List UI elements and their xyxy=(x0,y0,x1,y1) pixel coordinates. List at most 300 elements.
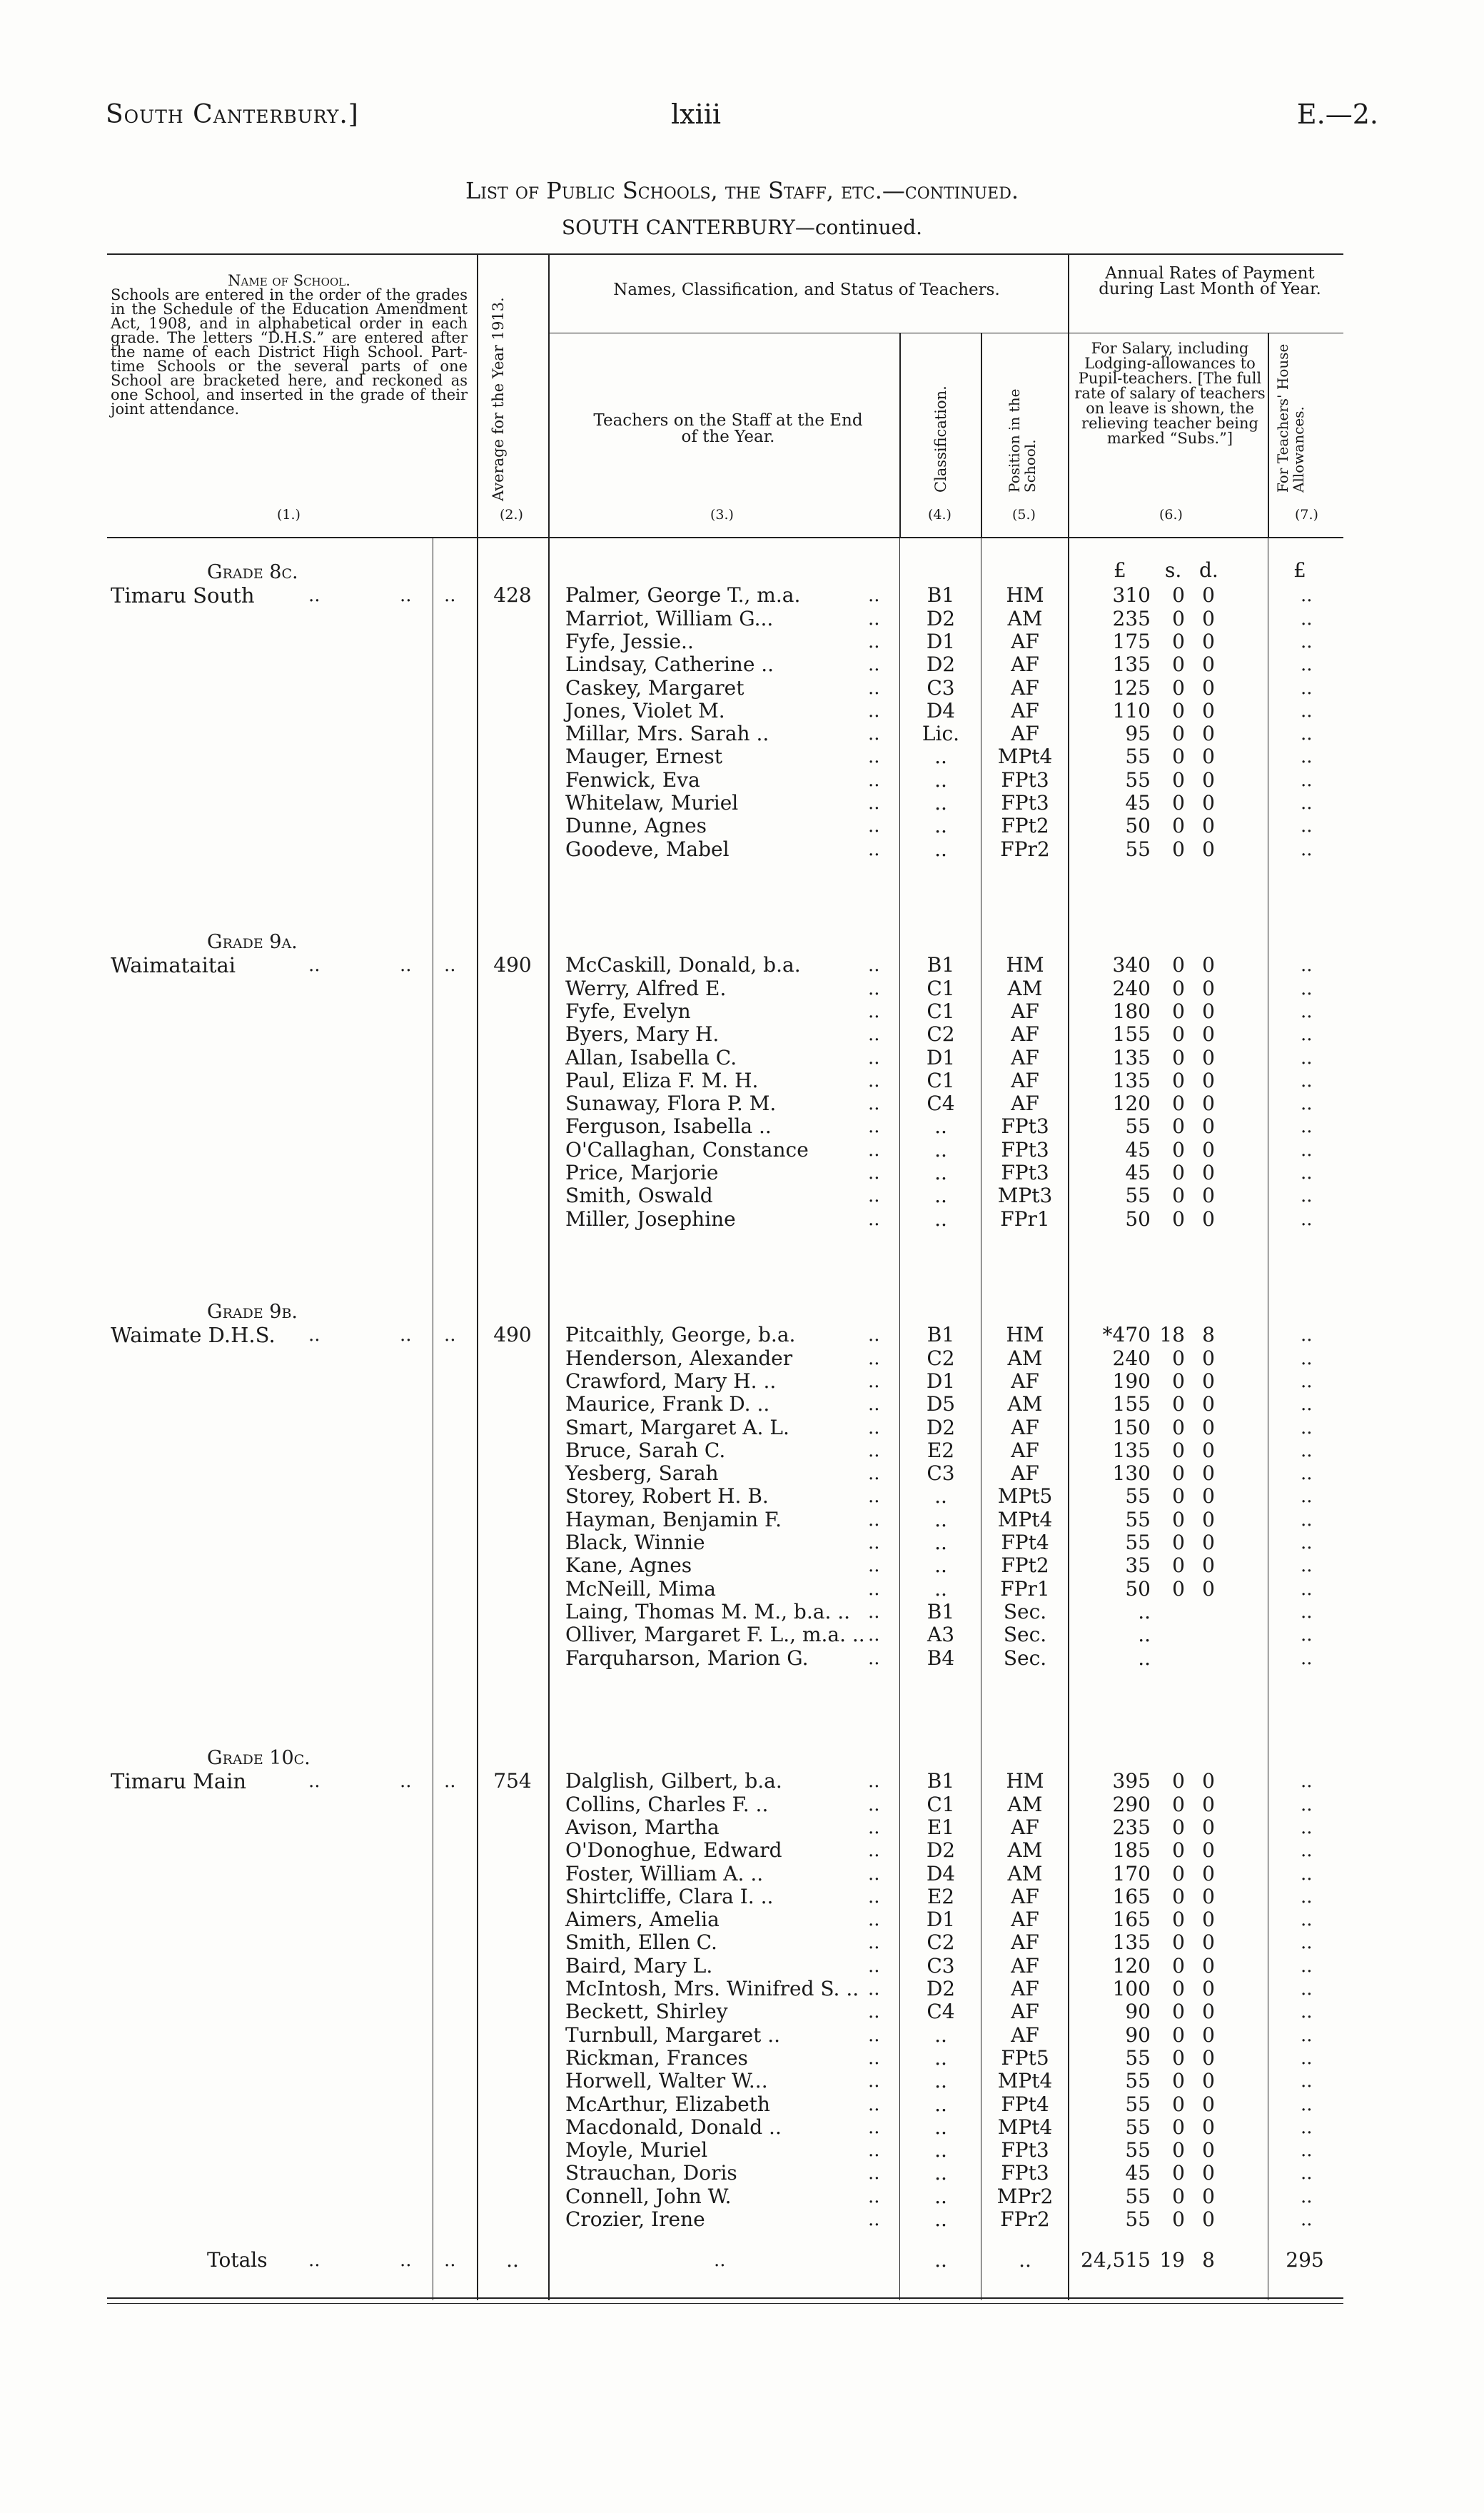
grade-label: Grade 9a. xyxy=(207,931,298,953)
header-divider-1 xyxy=(477,253,478,538)
teacher-name: Connell, John W. xyxy=(565,2184,732,2208)
salary-shillings: 0 xyxy=(1172,2045,1185,2070)
leader-dots: .. xyxy=(308,955,320,977)
leader-dots: .. xyxy=(444,2250,456,2271)
leader-dots: .. xyxy=(444,1771,456,1793)
teacher-classification: D2 xyxy=(926,606,956,630)
teacher-position: AF xyxy=(1011,1022,1039,1047)
teacher-classification: .. xyxy=(934,2161,947,2185)
leader-dots: .. xyxy=(400,585,412,607)
leader-dots: .. xyxy=(308,585,320,607)
salary-pence: 0 xyxy=(1202,1461,1215,1486)
salary-pounds: 35 xyxy=(1125,1553,1151,1578)
salary-pounds: 50 xyxy=(1125,814,1151,838)
school-average: 490 xyxy=(493,953,532,977)
house-allowance-value: .. xyxy=(1301,1439,1313,1461)
house-allowance-value: .. xyxy=(1301,1909,1313,1931)
leader-dots: .. xyxy=(868,1463,880,1485)
salary-shillings: 0 xyxy=(1172,1792,1185,1816)
currency-shillings: s. xyxy=(1165,558,1182,582)
salary-pounds: 55 xyxy=(1125,2184,1151,2208)
salary-pence: 0 xyxy=(1202,814,1215,838)
salary-pounds: 55 xyxy=(1125,1184,1151,1208)
house-allowance-value: .. xyxy=(1301,1416,1313,1439)
teacher-name: Palmer, George T., m.a. xyxy=(565,583,801,608)
teacher-classification: .. xyxy=(934,1114,947,1139)
salary-pence: 0 xyxy=(1202,1484,1215,1509)
salary-pence: 0 xyxy=(1202,999,1215,1023)
teacher-classification: .. xyxy=(934,1207,947,1231)
house-allowance-value: .. xyxy=(1301,838,1313,860)
teacher-classification: .. xyxy=(934,1137,947,1162)
salary-shillings: 0 xyxy=(1172,1461,1185,1486)
teacher-name: Turnbull, Margaret .. xyxy=(565,2023,781,2047)
house-allowance-value: .. xyxy=(1301,792,1313,814)
totals-position: .. xyxy=(1019,2248,1031,2272)
totals-pounds: 24,515 xyxy=(1081,2248,1151,2272)
salary-shillings: 0 xyxy=(1172,791,1185,815)
house-allowance-value: .. xyxy=(1301,955,1313,977)
teacher-classification: C1 xyxy=(927,999,955,1023)
teacher-classification: .. xyxy=(934,2045,947,2070)
salary-pounds: 110 xyxy=(1112,698,1151,722)
teacher-name: Werry, Alfred E. xyxy=(565,976,727,1000)
leader-dots: .. xyxy=(868,2116,880,2138)
teacher-classification: .. xyxy=(934,2069,947,2093)
salary-pounds: 55 xyxy=(1125,767,1151,792)
header-divider-2 xyxy=(548,253,550,538)
teacher-name: McNeill, Mima xyxy=(565,1576,716,1601)
leader-dots: .. xyxy=(868,815,880,837)
leader-dots: .. xyxy=(868,1955,880,1977)
house-allowance-value: .. xyxy=(1301,1601,1313,1623)
teacher-name: Fyfe, Evelyn xyxy=(565,999,691,1023)
teacher-position: FPt3 xyxy=(1001,767,1049,792)
teacher-position: FPt4 xyxy=(1001,2092,1049,2116)
teacher-name: Jones, Violet M. xyxy=(565,698,725,722)
house-allowance-value: .. xyxy=(1301,1932,1313,1954)
leader-dots: .. xyxy=(868,1978,880,2000)
teacher-position: MPr2 xyxy=(996,2184,1054,2208)
teacher-classification: B1 xyxy=(927,583,955,608)
grade-label: Grade 10c. xyxy=(207,1747,311,1769)
leader-dots: .. xyxy=(868,1486,880,1508)
salary-pounds: 135 xyxy=(1112,1045,1151,1069)
teacher-classification: C4 xyxy=(927,2000,955,2024)
salary-pounds: .. xyxy=(1138,1623,1151,1647)
leader-dots: .. xyxy=(868,1601,880,1623)
teacher-position: AF xyxy=(1011,1438,1039,1462)
teacher-classification: B1 xyxy=(927,1323,955,1347)
teacher-position: AM xyxy=(1007,1838,1043,1863)
leader-dots: .. xyxy=(868,723,880,745)
col-num-5: (5.) xyxy=(1012,507,1036,523)
house-allowance-value: .. xyxy=(1301,1000,1313,1022)
teacher-position: FPt3 xyxy=(1001,1114,1049,1139)
leader-dots: .. xyxy=(868,2070,880,2093)
salary-pence: 0 xyxy=(1202,2092,1215,2116)
salary-pounds: 95 xyxy=(1125,722,1151,746)
col-num-2: (2.) xyxy=(500,507,523,523)
house-allowance-value: .. xyxy=(1301,1394,1313,1416)
house-allowance-value: .. xyxy=(1301,1116,1313,1138)
teacher-classification: C3 xyxy=(927,675,955,700)
house-allowance-value: .. xyxy=(1301,1532,1313,1553)
salary-shillings: 0 xyxy=(1172,1161,1185,1184)
totals-pence: 8 xyxy=(1202,2248,1215,2272)
leader-dots: .. xyxy=(868,2140,880,2162)
teacher-name: Avison, Martha xyxy=(565,1815,720,1839)
salary-shillings: 0 xyxy=(1172,1415,1185,1439)
teacher-classification: .. xyxy=(934,791,947,815)
house-allowance-value: .. xyxy=(1301,1955,1313,1977)
salary-pence: 0 xyxy=(1202,837,1215,861)
house-allowance-value: .. xyxy=(1301,1578,1313,1600)
teacher-name: Mauger, Ernest xyxy=(565,745,723,769)
teacher-name: Miller, Josephine xyxy=(565,1207,736,1231)
teacher-name: O'Donoghue, Edward xyxy=(565,1838,782,1863)
salary-shillings: 0 xyxy=(1172,999,1185,1023)
salary-pence: 0 xyxy=(1202,653,1215,677)
salary-shillings: 0 xyxy=(1172,837,1185,861)
house-allowance-value: .. xyxy=(1301,1885,1313,1908)
teacher-classification: B1 xyxy=(927,1769,955,1793)
salary-pounds: 235 xyxy=(1112,606,1151,630)
salary-pounds: 55 xyxy=(1125,1114,1151,1139)
teacher-name: Beckett, Shirley xyxy=(565,2000,728,2024)
teacher-classification: B1 xyxy=(927,953,955,977)
teacher-position: FPt3 xyxy=(1001,1137,1049,1162)
teacher-classification: D2 xyxy=(926,1977,956,2000)
salary-pounds: 240 xyxy=(1112,976,1151,1000)
salary-pence: 0 xyxy=(1202,2069,1215,2093)
salary-pence: 0 xyxy=(1202,1838,1215,1863)
leader-dots: .. xyxy=(868,1069,880,1092)
salary-pounds: 45 xyxy=(1125,791,1151,815)
teacher-position: AF xyxy=(1011,2023,1039,2047)
teacher-classification: .. xyxy=(934,837,947,861)
salary-pence: 0 xyxy=(1202,1553,1215,1578)
teacher-name: Byers, Mary H. xyxy=(565,1022,720,1047)
teacher-position: AM xyxy=(1007,1792,1043,1816)
salary-shillings: 0 xyxy=(1172,1861,1185,1885)
teacher-classification: .. xyxy=(934,1576,947,1601)
salary-pence: 0 xyxy=(1202,745,1215,769)
salary-pounds: 90 xyxy=(1125,2000,1151,2024)
house-allowance-value: .. xyxy=(1301,1324,1313,1346)
teacher-classification: D2 xyxy=(926,1838,956,1863)
leader-dots: .. xyxy=(868,1771,880,1793)
salary-pounds: .. xyxy=(1138,1599,1151,1623)
teacher-classification: D2 xyxy=(926,653,956,677)
salary-shillings: 0 xyxy=(1172,606,1185,630)
house-allowance-value: .. xyxy=(1301,1771,1313,1793)
salary-shillings: 0 xyxy=(1172,814,1185,838)
page-header-right: E.—2. xyxy=(1296,99,1378,130)
teacher-name: Hayman, Benjamin F. xyxy=(565,1507,782,1531)
salary-pence: 0 xyxy=(1202,2161,1215,2185)
teacher-name: Maurice, Frank D. .. xyxy=(565,1392,770,1416)
teacher-name: Smith, Ellen C. xyxy=(565,1930,717,1955)
salary-pence: 0 xyxy=(1202,1207,1215,1231)
salary-pounds: *470 xyxy=(1102,1323,1151,1347)
salary-shillings: 18 xyxy=(1159,1323,1185,1347)
teacher-position: AF xyxy=(1011,722,1039,746)
teacher-position: HM xyxy=(1006,953,1044,977)
salary-pounds: 165 xyxy=(1112,1908,1151,1932)
leader-dots: .. xyxy=(868,1416,880,1439)
house-allowance-value: .. xyxy=(1301,1624,1313,1646)
salary-pence: 0 xyxy=(1202,1576,1215,1601)
salary-pence: 0 xyxy=(1202,1815,1215,1839)
leader-dots: .. xyxy=(400,1771,412,1793)
salary-shillings: 0 xyxy=(1172,583,1185,608)
salary-shillings: 0 xyxy=(1172,1507,1185,1531)
salary-shillings: 0 xyxy=(1172,1908,1185,1932)
teacher-position: Sec. xyxy=(1003,1623,1047,1647)
salary-shillings: 0 xyxy=(1172,629,1185,653)
teacher-name: O'Callaghan, Constance xyxy=(565,1137,809,1162)
leader-dots: .. xyxy=(868,1578,880,1600)
teacher-position: FPt5 xyxy=(1001,2045,1049,2070)
leader-dots: .. xyxy=(868,2093,880,2115)
salary-pence: 0 xyxy=(1202,976,1215,1000)
teacher-name: Henderson, Alexander xyxy=(565,1346,793,1370)
teacher-name: Sunaway, Flora P. M. xyxy=(565,1092,777,1116)
teacher-name: Marriot, William G... xyxy=(565,606,774,630)
totals-shillings: 19 xyxy=(1159,2248,1185,2272)
salary-pounds: 190 xyxy=(1112,1369,1151,1393)
teacher-classification: .. xyxy=(934,2207,947,2231)
house-allowance-value: .. xyxy=(1301,700,1313,722)
leader-dots: .. xyxy=(868,677,880,699)
teacher-name: Yesberg, Sarah xyxy=(565,1461,719,1486)
salary-shillings: 0 xyxy=(1172,2138,1185,2162)
house-allowance-value: .. xyxy=(1301,630,1313,653)
teacher-name: Black, Winnie xyxy=(565,1531,705,1554)
salary-shillings: 0 xyxy=(1172,1207,1185,1231)
leader-dots: .. xyxy=(868,792,880,814)
salary-pounds: 90 xyxy=(1125,2023,1151,2047)
leader-dots: .. xyxy=(868,654,880,676)
teacher-name: Allan, Isabella C. xyxy=(565,1045,737,1069)
salary-pounds: 45 xyxy=(1125,2161,1151,2185)
leader-dots: .. xyxy=(868,1370,880,1392)
salary-pounds: 55 xyxy=(1125,1507,1151,1531)
salary-shillings: 0 xyxy=(1172,2184,1185,2208)
teacher-position: AF xyxy=(1011,1068,1039,1092)
teacher-name: Foster, William A. .. xyxy=(565,1861,764,1885)
teacher-classification: C1 xyxy=(927,1792,955,1816)
teacher-classification: .. xyxy=(934,2115,947,2139)
teacher-name: Crozier, Irene xyxy=(565,2207,705,2231)
salary-pence: 0 xyxy=(1202,767,1215,792)
house-allowance-value: .. xyxy=(1301,2209,1313,2230)
salary-pence: 0 xyxy=(1202,1953,1215,1978)
leader-dots: .. xyxy=(868,2001,880,2023)
teacher-classification: D1 xyxy=(926,1908,956,1932)
leader-dots: .. xyxy=(868,1532,880,1553)
name-of-school-title: Name of School. xyxy=(228,272,350,289)
salary-pence: 0 xyxy=(1202,2045,1215,2070)
salary-pounds: 55 xyxy=(1125,2045,1151,2070)
leader-dots: .. xyxy=(868,2162,880,2185)
page-title: List of Public Schools, the Staff, etc.—continued. xyxy=(465,177,1019,204)
teacher-position: FPr1 xyxy=(1000,1576,1050,1601)
header-divider-6 xyxy=(1268,333,1269,538)
classification-header: Classification. xyxy=(932,386,949,493)
school-average: 754 xyxy=(493,1769,532,1793)
leader-dots: .. xyxy=(868,1816,880,1838)
house-allowance-value: .. xyxy=(1301,769,1313,791)
leader-dots: .. xyxy=(868,1047,880,1069)
salary-shillings: 0 xyxy=(1172,1068,1185,1092)
salary-pence: 0 xyxy=(1202,1415,1215,1439)
salary-pence: 0 xyxy=(1202,1369,1215,1393)
totals-classification: .. xyxy=(934,2248,947,2272)
house-allowance-value: .. xyxy=(1301,1047,1313,1069)
leader-dots: .. xyxy=(868,2209,880,2230)
salary-pence: 0 xyxy=(1202,2000,1215,2024)
teacher-name: Smith, Oswald xyxy=(565,1184,713,1208)
house-allowance-value: .. xyxy=(1301,2070,1313,2093)
teacher-classification: D2 xyxy=(926,1415,956,1439)
salary-pounds: 185 xyxy=(1112,1838,1151,1863)
totals-rule-top xyxy=(107,2297,1343,2299)
teacher-name: Dunne, Agnes xyxy=(565,814,707,838)
salary-shillings: 0 xyxy=(1172,1576,1185,1601)
house-allowance-value: .. xyxy=(1301,1509,1313,1531)
salary-pence: 0 xyxy=(1202,675,1215,700)
salary-pounds: 170 xyxy=(1112,1861,1151,1885)
salary-pounds: 235 xyxy=(1112,1815,1151,1839)
salary-shillings: 0 xyxy=(1172,1553,1185,1578)
salary-shillings: 0 xyxy=(1172,722,1185,746)
teacher-name: Olliver, Margaret F. L., m.a. .. xyxy=(565,1623,865,1647)
leader-dots: .. xyxy=(868,2024,880,2046)
salary-shillings: 0 xyxy=(1172,1346,1185,1370)
salary-pounds: 155 xyxy=(1112,1392,1151,1416)
leader-dots: .. xyxy=(868,1185,880,1207)
teacher-position: AF xyxy=(1011,2000,1039,2024)
leader-dots: .. xyxy=(868,1647,880,1669)
currency-pound-house: £ xyxy=(1293,558,1306,582)
salary-shillings: 0 xyxy=(1172,675,1185,700)
teacher-classification: C4 xyxy=(927,1092,955,1116)
teacher-position: AM xyxy=(1007,606,1043,630)
teacher-classification: B4 xyxy=(927,1646,955,1670)
leader-dots: .. xyxy=(400,1324,412,1346)
salary-pounds: 240 xyxy=(1112,1346,1151,1370)
leader-dots: .. xyxy=(868,1509,880,1531)
school-average: 428 xyxy=(493,583,532,608)
salary-pounds: 45 xyxy=(1125,1137,1151,1162)
salary-pounds: 150 xyxy=(1112,1415,1151,1439)
salary-pence: 0 xyxy=(1202,1068,1215,1092)
leader-dots: .. xyxy=(868,700,880,722)
teacher-position: FPr1 xyxy=(1000,1207,1050,1231)
house-allowance-value: .. xyxy=(1301,1024,1313,1046)
salary-pounds: 120 xyxy=(1112,1092,1151,1116)
salary-pounds: 55 xyxy=(1125,2069,1151,2093)
leader-dots: .. xyxy=(868,1139,880,1161)
page-header-left: South Canterbury.] xyxy=(106,100,359,129)
teacher-name: Kane, Agnes xyxy=(565,1553,692,1578)
teacher-classification: B1 xyxy=(927,1599,955,1623)
salary-pounds: 340 xyxy=(1112,953,1151,977)
col-num-3: (3.) xyxy=(710,507,734,523)
salary-pence: 0 xyxy=(1202,2138,1215,2162)
teacher-name: Horwell, Walter W... xyxy=(565,2069,768,2093)
teacher-position: AF xyxy=(1011,1977,1039,2000)
header-divider-4 xyxy=(981,333,982,538)
salary-pence: 0 xyxy=(1202,1346,1215,1370)
currency-pence: d. xyxy=(1199,558,1218,582)
salary-pounds: 125 xyxy=(1112,675,1151,700)
teacher-classification: D4 xyxy=(926,1861,956,1885)
teacher-position: MPt4 xyxy=(997,1507,1053,1531)
teacher-classification: C1 xyxy=(927,1068,955,1092)
teacher-position: AF xyxy=(1011,1369,1039,1393)
col-num-7: (7.) xyxy=(1295,507,1318,523)
teacher-name: Baird, Mary L. xyxy=(565,1953,713,1978)
salary-pence: 0 xyxy=(1202,1161,1215,1184)
salary-pounds: 180 xyxy=(1112,999,1151,1023)
salary-shillings: 0 xyxy=(1172,1838,1185,1863)
teacher-position: AM xyxy=(1007,1392,1043,1416)
teacher-name: Dalglish, Gilbert, b.a. xyxy=(565,1769,782,1793)
salary-shillings: 0 xyxy=(1172,1438,1185,1462)
school-name: Waimataitai xyxy=(111,953,236,978)
teacher-classification: Lic. xyxy=(922,722,960,746)
teacher-classification: C1 xyxy=(927,976,955,1000)
salary-shillings: 0 xyxy=(1172,767,1185,792)
salary-pence: 0 xyxy=(1202,722,1215,746)
leader-dots: .. xyxy=(868,746,880,768)
teacher-classification: C2 xyxy=(927,1930,955,1955)
salary-shillings: 0 xyxy=(1172,1022,1185,1047)
average-header: Average for the Year 1913. xyxy=(490,297,507,501)
teacher-classification: D1 xyxy=(926,1369,956,1393)
salary-pounds: 55 xyxy=(1125,745,1151,769)
salary-shillings: 0 xyxy=(1172,698,1185,722)
salary-pounds: 395 xyxy=(1112,1769,1151,1793)
teacher-classification: .. xyxy=(934,767,947,792)
salary-pence: 0 xyxy=(1202,2207,1215,2231)
salary-pence: 0 xyxy=(1202,1908,1215,1932)
page-subtitle: SOUTH CANTERBURY—continued. xyxy=(561,216,923,239)
teacher-classification: .. xyxy=(934,1484,947,1509)
teacher-name: Lindsay, Catherine .. xyxy=(565,653,774,677)
teacher-name: Fyfe, Jessie.. xyxy=(565,629,694,653)
leader-dots: .. xyxy=(868,1162,880,1184)
totals-house-allowance: 295 xyxy=(1286,2248,1324,2272)
house-allowance-value: .. xyxy=(1301,2047,1313,2069)
house-allowance-value: .. xyxy=(1301,1139,1313,1161)
salary-shillings: 0 xyxy=(1172,2000,1185,2024)
house-allowance-value: .. xyxy=(1301,1093,1313,1115)
house-allowance-value: .. xyxy=(1301,1370,1313,1392)
teacher-classification: .. xyxy=(934,2138,947,2162)
teacher-classification: .. xyxy=(934,745,947,769)
teacher-name: Fenwick, Eva xyxy=(565,767,700,792)
teacher-name: Farquharson, Marion G. xyxy=(565,1646,809,1670)
house-allowance-value: .. xyxy=(1301,1463,1313,1485)
teacher-position: FPt3 xyxy=(1001,2161,1049,2185)
teacher-position: AF xyxy=(1011,1953,1039,1978)
leader-dots: .. xyxy=(868,608,880,630)
leader-dots: .. xyxy=(868,585,880,607)
